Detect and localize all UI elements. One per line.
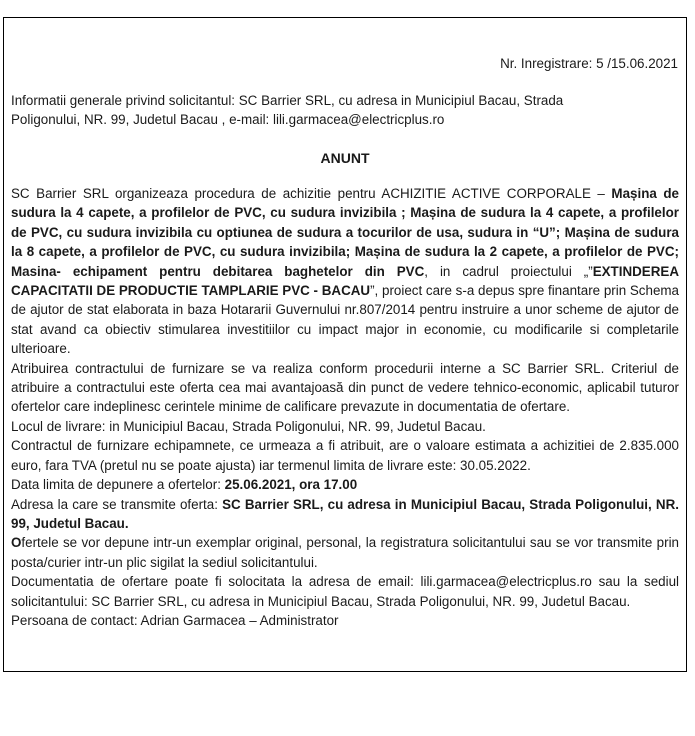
submission-method-paragraph [11,533,679,572]
documentation-paragraph: Documentatia de ofertare poate fi solocitata la adresa de email: lili.garmacea@electricplus.ro sau la sediul solicitantului: SC Barrier SRL, cu adresa in Municipiul Bacau, Strada Poligonului, NR. 99, Judetul Bacau. [11,574,679,609]
project-name: EXTINDEREA CAPACITATII DE PRODUCTIE TAMPLARIE PVC - BACAU [11,263,679,299]
document-title: ANUNT [320,150,370,166]
submission-address [11,495,679,534]
applicant-info [11,91,651,130]
delivery-place: Locul de livrare: in Municipiul Bacau, Strada Poligonului, NR. 99, Judetul Bacau. [11,418,486,434]
submission-first-letter: O [11,535,22,551]
announcement-document [3,17,687,672]
contact-person: Persoana de contact: Adrian Garmacea – Administrator [11,612,339,628]
submission-address-label: Adresa la care se transmite oferta: [11,496,223,512]
applicant-info-line-2: Poligonului, NR. 99, Judetul Bacau , e-mail: lili.garmacea@electricplus.ro [11,112,445,128]
procurement-paragraph [11,184,679,359]
submission-method-text: fertele se vor depune intr-un exemplar original, personal, la registratura solicitantului sau se vor transmite prin posta/curier intr-un plic sigilat la sediul solicitantului. [11,535,679,570]
deadline-value: 25.06.2021, ora 17.00 [224,477,358,493]
procurement-intro: SC Barrier SRL organizeaza procedura de achizitie pentru ACHIZITIE ACTIVE CORPORALE – [11,186,612,201]
contract-value-paragraph: Contractul de furnizare echipamnete, ce urmeaza a fi atribuit, are o valoare estimata a achizitiei de 2.835.000 euro, fara TVA (pretul nu se poate ajusta) iar termenul limita de livrare este: 30.05.2022. [11,438,679,473]
applicant-info-line-1: Informatii generale privind solicitantul: SC Barrier SRL, cu adresa in Municipiul Bacau, Strada [11,93,564,108]
announcement-body [11,184,679,630]
procurement-mid: , in cadrul proiectului „” [424,263,593,279]
deadline-label: Data limita de depunere a ofertelor: [11,477,225,493]
equipment-list: Mașina de sudura la 4 capete, a profilelor de PVC, cu sudura invizibila ; Mașina de sudura la 4 capete, a profilelor de PVC, cu sudura invizibila cu optiunea de sudura a tocurilor de usa, sudura in “U”; Mașina de sudura la 8 capete, a profilelor de PVC, cu sudura invizibila; Mașina de sudura la 2 capete, a profilelor de PVC; Masina- echipament pentru debitarea baghetelor din PVC [11,186,679,279]
submission-address-value: SC Barrier SRL, cu adresa in Municipiul Bacau, Strada Poligonului, NR. 99, Judetul Bacau. [11,496,679,531]
deadline-line [11,475,679,494]
award-criteria-paragraph: Atribuirea contractului de furnizare se va realiza conform procedurii interne a SC Barrier SRL. Criteriul de atribuire a contractului este oferta cea mai avantajoasă din punct de vedere tehnico-economic, aplicabil tuturor ofertelor care indeplinesc cerintele minime de calificare prevazute in documentatia de ofertare. [11,360,679,415]
procurement-rest: ”, proiect care s-a depus spre finantare prin Schema de ajutor de stat elaborata in baza Hotararii Guvernului nr.807/2014 pentru instruire a unor scheme de ajutor de stat avand ca obiectiv stimularea investitiilor cu impact major in economie, cu modificarile si completarile ulterioare. [11,283,680,357]
registration-number: Nr. Inregistrare: 5 /15.06.2021 [500,56,678,71]
